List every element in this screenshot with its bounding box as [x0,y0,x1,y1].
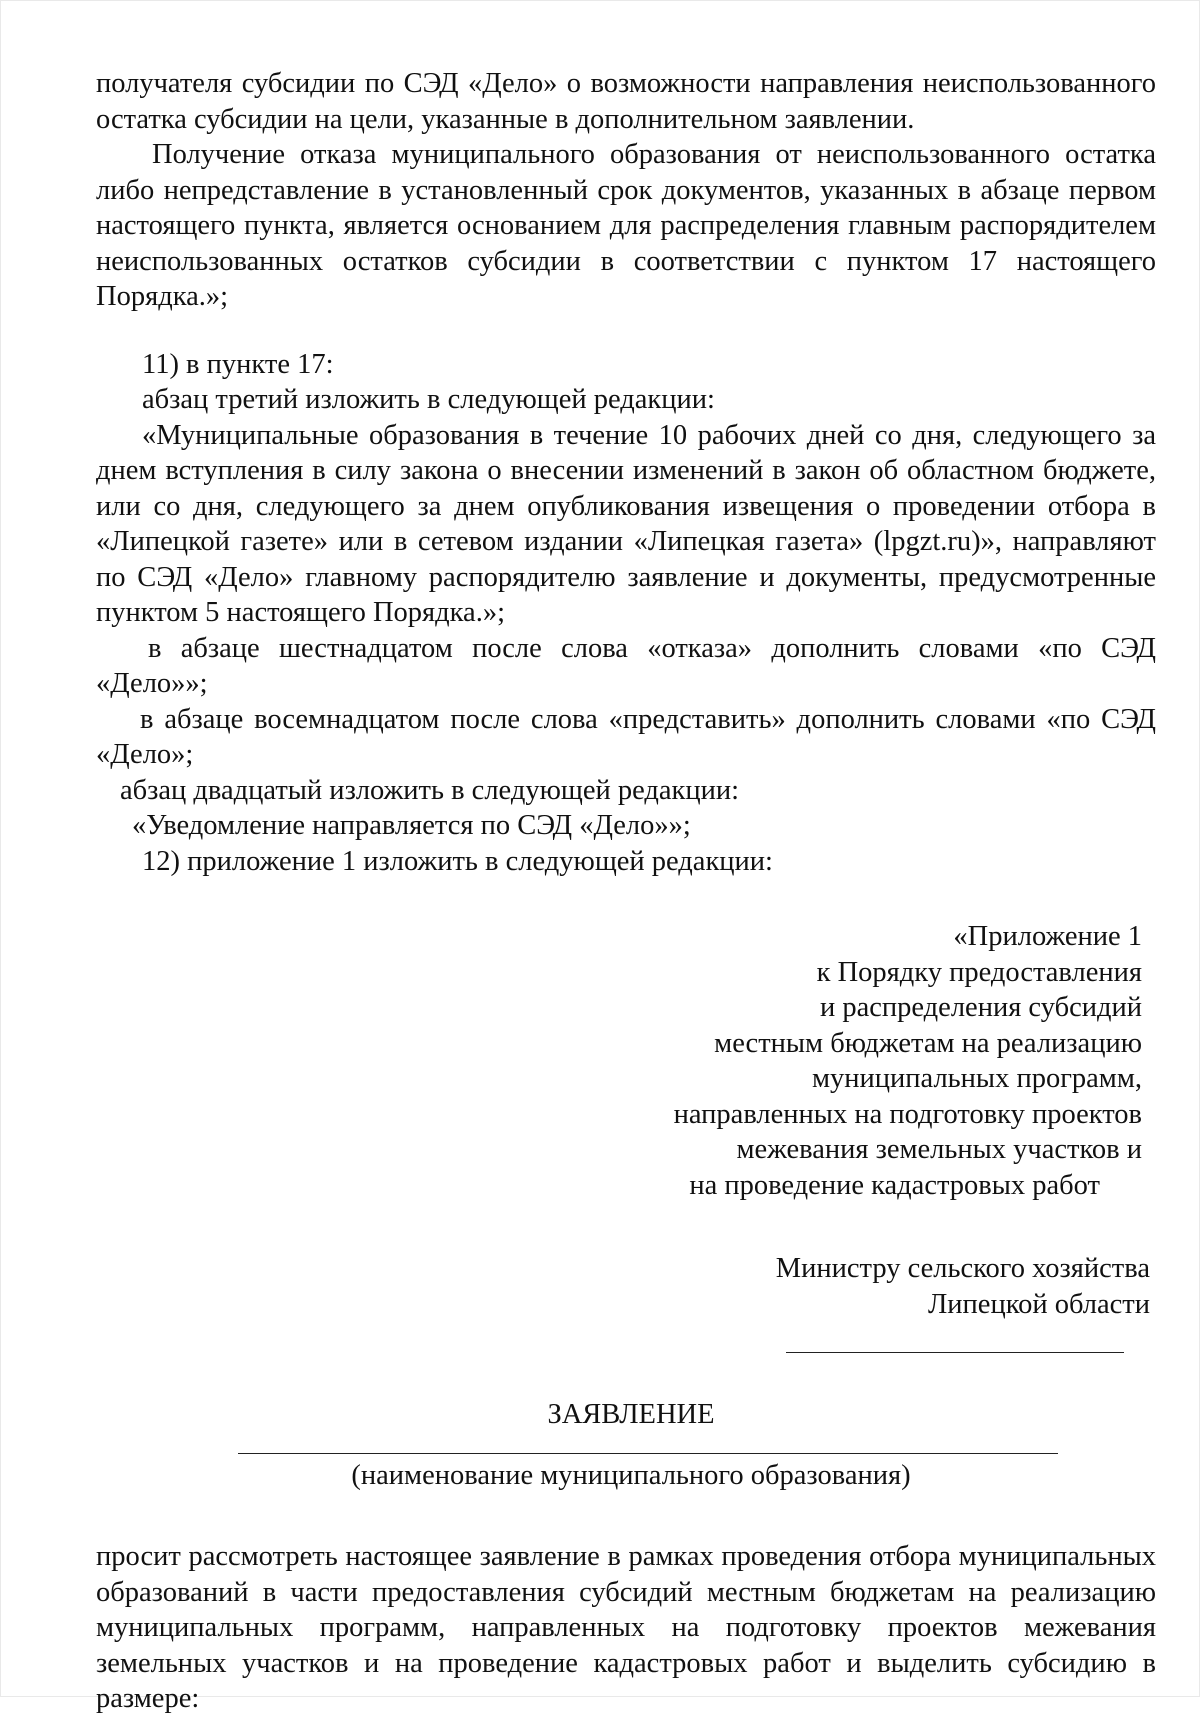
addressee-signature-line [786,1352,1124,1353]
appendix-header [96,919,1156,1203]
paragraph-abzac-twentieth: абзац двадцатый изложить в следующей редакции: [120,774,740,806]
paragraph-refusal-consequence: Получение отказа муниципального образования от неиспользованного остатка либо непредставление в установленный срок документов, указанных в абзаце первом настоящего пункта, является основанием для распределения главным распорядителем неиспользованных остатков субсидии в соответствии с пунктом 17 настоящего Порядка.»; [96,139,1156,312]
municipality-name-line [238,1453,1058,1454]
addressee-line: Липецкой области [927,1288,1150,1320]
item-11-heading: 11) в пункте 17: [142,348,334,380]
appendix-line: к Порядку предоставления [816,956,1142,988]
addressee-line: Министру сельского хозяйства [775,1253,1150,1284]
document-body [96,66,1156,1717]
appendix-line: «Приложение 1 [953,921,1142,952]
paragraph-abzac-eighteenth: в абзаце восемнадцатом после слова «представить» дополнить словами «по СЭД «Дело»; [96,703,1156,770]
paragraph-notification-text: «Уведомление направляется по СЭД «Дело»»; [132,810,691,841]
paragraph-abzac-third: абзац третий изложить в следующей редакции: [142,384,715,415]
paragraph-gap [96,315,1156,347]
municipality-name-caption: (наименование муниципального образования) [351,1459,911,1491]
appendix-line: на проведение кадастровых работ [689,1169,1100,1201]
appendix-line: направленных на подготовку проектов [673,1098,1142,1130]
item-12-heading: 12) приложение 1 изложить в следующей редакции: [142,845,773,877]
addressee-block [96,1251,1156,1322]
paragraph-abzac-sixteenth: в абзаце шестнадцатом после слова «отказа» дополнить словами «по СЭД «Дело»»; [96,632,1156,699]
appendix-line: местным бюджетам на реализацию [714,1027,1142,1059]
appendix-line: межевания земельных участков и [736,1134,1142,1165]
paragraph-quoted-new-text: «Муниципальные образования в течение 10 рабочих дней со дня, следующего за днем вступления в силу закона о внесении изменений в закон об областном бюджете, или со дня, следующего за днем опубликования извещения о проведении отбора в «Липецкой газете» или в сетевом издании «Липецкая газета» (lpgzt.ru)», направляют по СЭД «Дело» главному распорядителю заявление и документы, предусмотренные пунктом 5 настоящего Порядка.»; [96,419,1156,628]
paragraph-continuation: получателя субсидии по СЭД «Дело» о возможности направления неиспользованного остатка субсидии на цели, указанные в дополнительном заявлении. [96,68,1156,135]
appendix-line: и распределения субсидий [819,992,1142,1023]
request-paragraph: просит рассмотреть настоящее заявление в рамках проведения отбора муниципальных образований в части предоставления субсидий местным бюджетам на реализацию муниципальных программ, направленных на подготовку проектов межевания земельных участков и на проведение кадастровых работ и выделить субсидию в размере: [96,1541,1156,1714]
appendix-line: муниципальных программ, [812,1063,1142,1094]
form-title: ЗАЯВЛЕНИЕ [547,1399,715,1430]
